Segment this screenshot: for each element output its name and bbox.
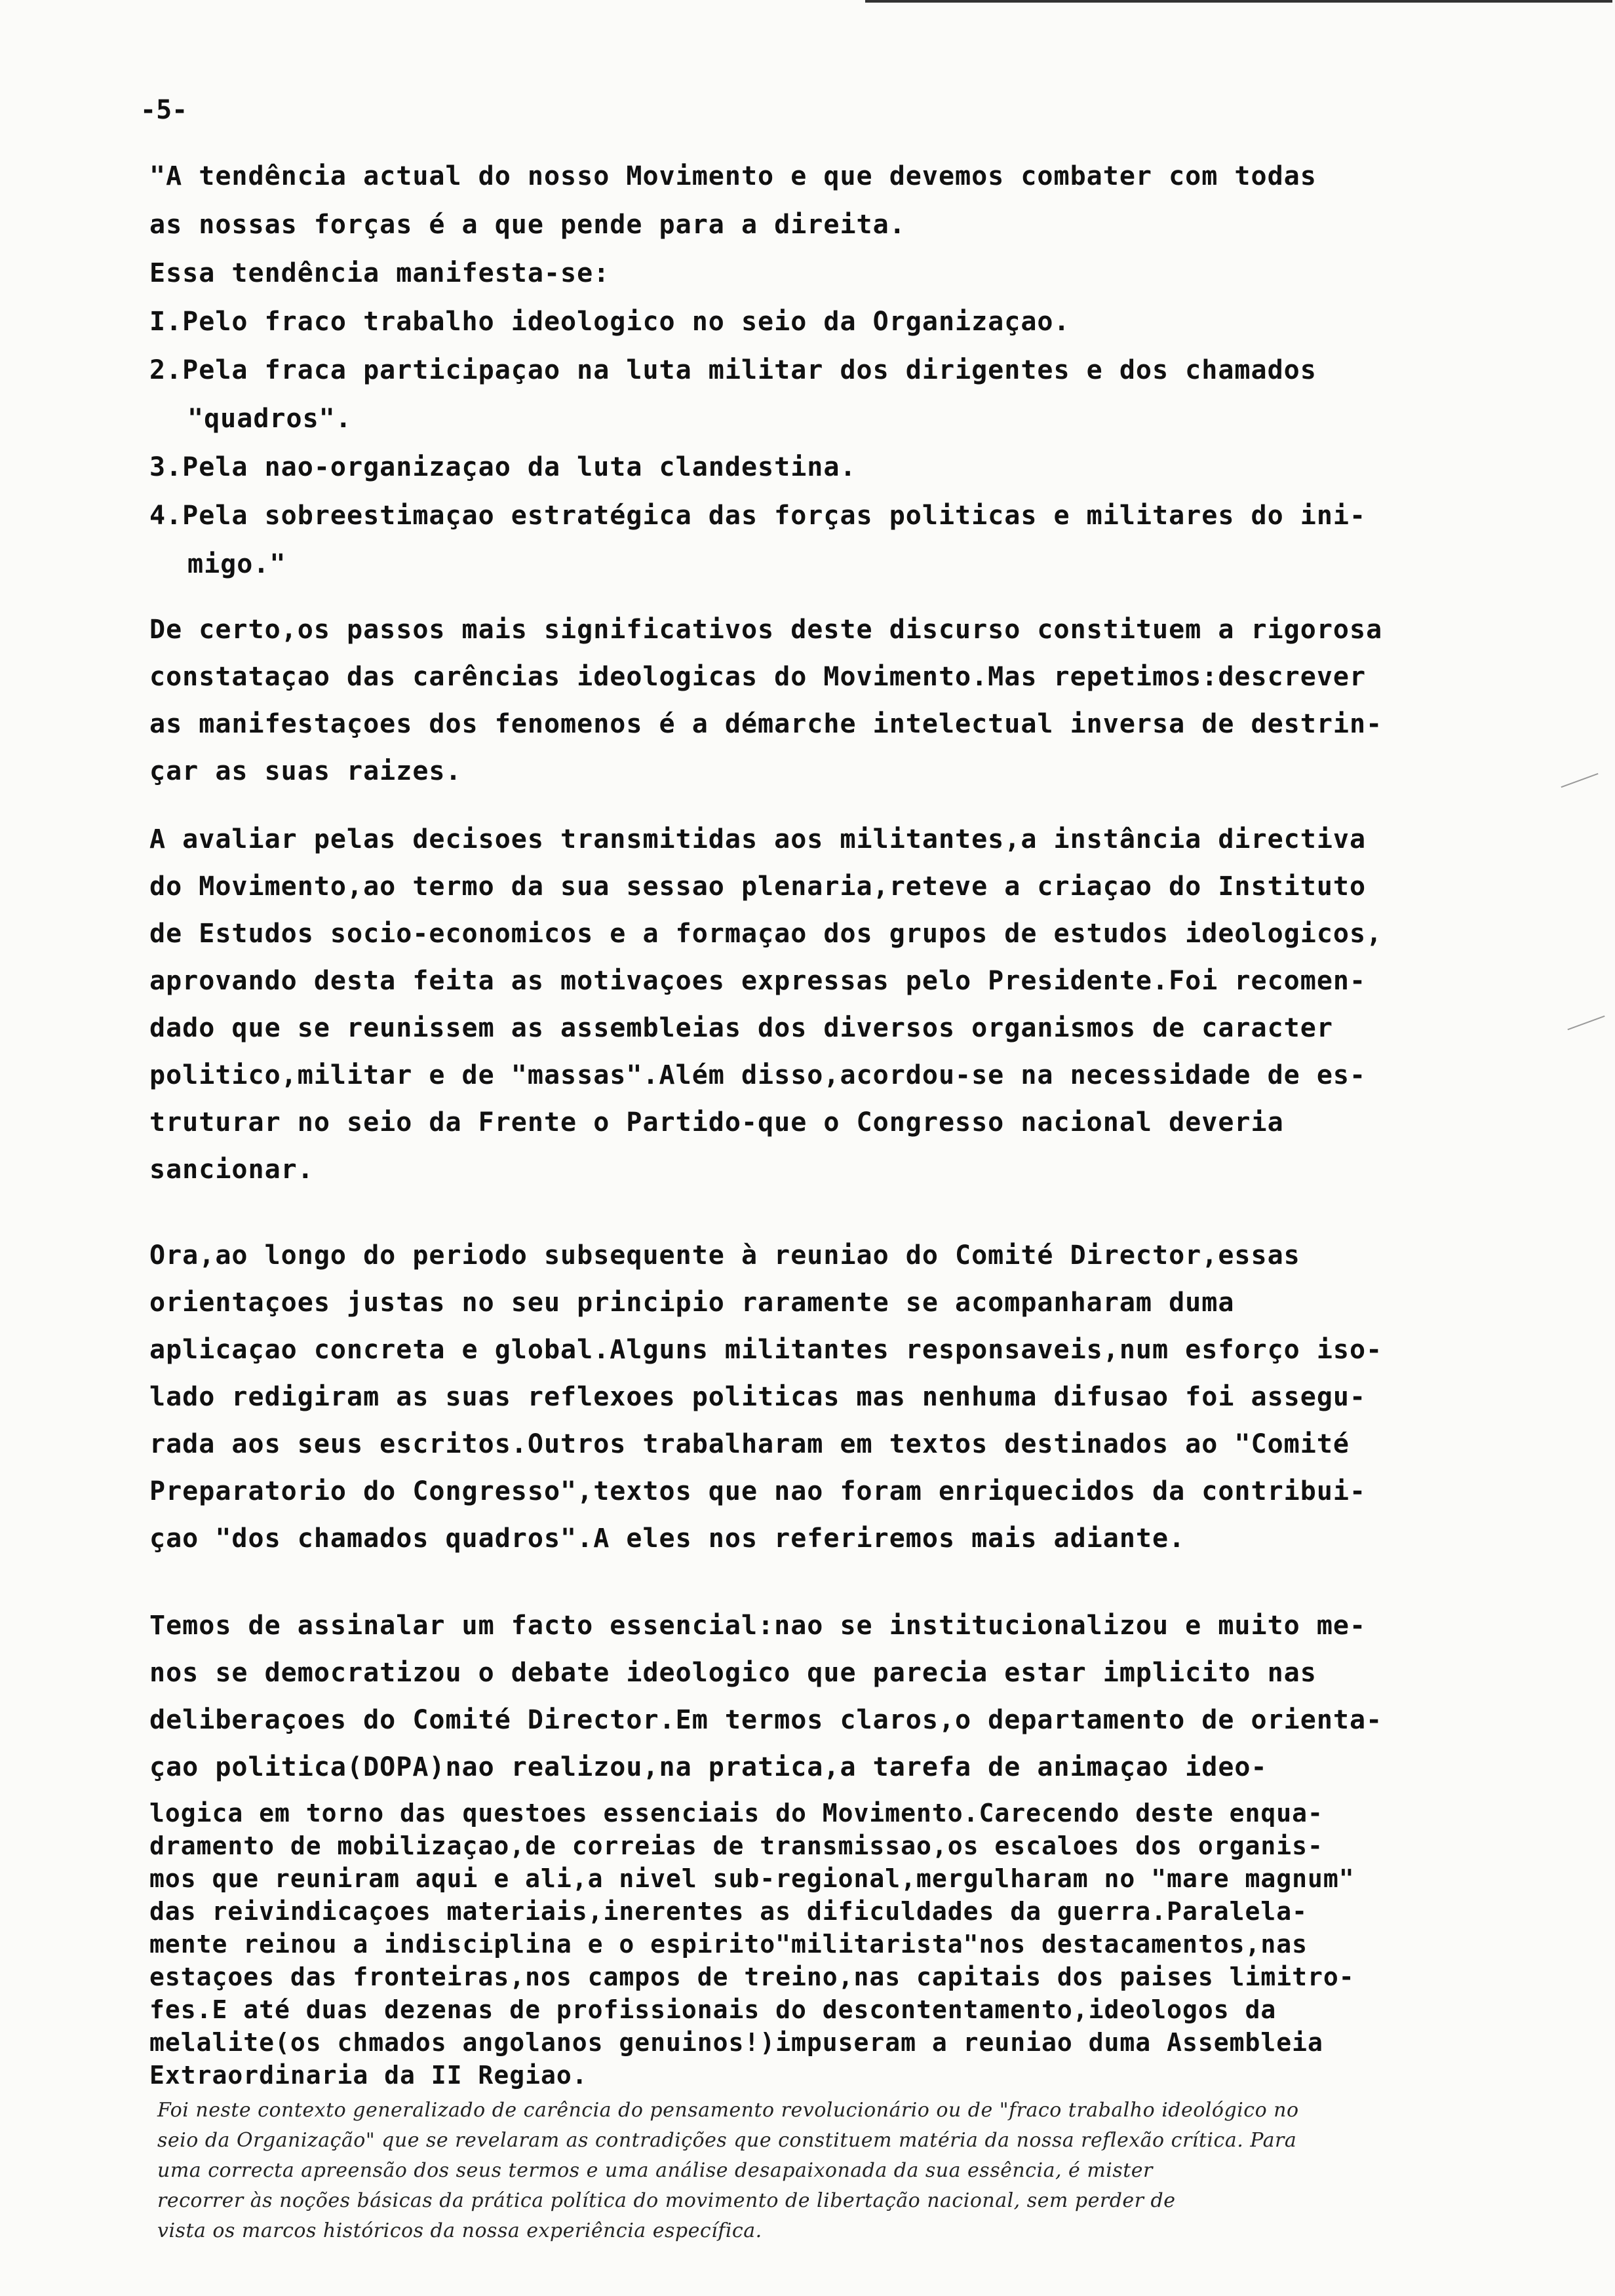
margin-mark bbox=[1567, 1016, 1605, 1030]
handwritten-line: seio da Organização" que se revelaram as contradições que constituem matéria da nossa reflexão crítica. Para bbox=[157, 2129, 1297, 2152]
handwritten-line: vista os marcos históricos da nossa experiência específica. bbox=[157, 2219, 762, 2242]
text-line: De certo,os passos mais significativos deste discurso constituem a rigorosa bbox=[149, 615, 1383, 645]
handwritten-note bbox=[157, 2095, 1566, 2246]
text-line: logica em torno das questoes essenciais do Movimento.Carecendo deste enqua- bbox=[149, 1799, 1323, 1827]
text-line: çao politica(DOPA)nao realizou,na pratica,a tarefa de animaçao ideo- bbox=[149, 1752, 1268, 1782]
text-line: sancionar. bbox=[149, 1155, 314, 1185]
text-line: truturar no seio da Frente o Partido-que o Congresso nacional deveria bbox=[149, 1107, 1284, 1138]
text-line: do Movimento,ao termo da sua sessao plenaria,reteve a criaçao do Instituto bbox=[149, 871, 1367, 902]
logica-paragraph bbox=[149, 1797, 1526, 2092]
text-line: I.Pelo fraco trabalho ideologico no seio da Organizaçao. bbox=[149, 307, 1070, 337]
handwritten-line: recorrer às noções básicas da prática política do movimento de libertação nacional, sem perder de bbox=[157, 2189, 1176, 2212]
page-number: -5- bbox=[140, 95, 188, 125]
text-line: dado que se reunissem as assembleias dos diversos organismos de caracter bbox=[149, 1013, 1333, 1043]
text-line: "A tendência actual do nosso Movimento e que devemos combater com todas bbox=[149, 161, 1317, 191]
handwritten-line: uma correcta apreensão dos seus termos e uma análise desapaixonada da sua essência, é mister bbox=[157, 2159, 1153, 2182]
text-line: estaçoes das fronteiras,nos campos de treino,nas capitais dos paises limitro- bbox=[149, 1962, 1355, 1991]
text-line: as nossas forças é a que pende para a direita. bbox=[149, 210, 906, 240]
text-line: orientaçoes justas no seu principio raramente se acompanharam duma bbox=[149, 1288, 1235, 1318]
text-line: constataçao das carências ideologicas do Movimento.Mas repetimos:descrever bbox=[149, 662, 1367, 692]
text-line: mente reinou a indisciplina e o espirito"militarista"nos destacamentos,nas bbox=[149, 1930, 1308, 1959]
text-line: 3.Pela nao-organizaçao da luta clandestina. bbox=[149, 452, 857, 482]
text-line: Temos de assinalar um facto essencial:nao se institucionalizou e muito me- bbox=[149, 1611, 1367, 1641]
text-line: melalite(os chmados angolanos genuinos!)impuseram a reuniao duma Assembleia bbox=[149, 2028, 1323, 2057]
text-line: rada aos seus escritos.Outros trabalharam em textos destinados ao "Comité bbox=[149, 1429, 1350, 1459]
text-line: 4.Pela sobreestimaçao estratégica das forças politicas e militares do ini- bbox=[149, 501, 1367, 531]
text-line: de Estudos socio-economicos e a formaçao dos grupos de estudos ideologicos, bbox=[149, 919, 1383, 949]
text-line: migo." bbox=[187, 549, 286, 579]
text-line: nos se democratizou o debate ideologico que parecia estar implicito nas bbox=[149, 1658, 1317, 1688]
text-line: das reivindicaçoes materiais,inerentes as dificuldades da guerra.Paralela- bbox=[149, 1897, 1308, 1926]
text-line: as manifestaçoes dos fenomenos é a démarche intelectual inversa de destrin- bbox=[149, 709, 1383, 739]
de-certo-paragraph bbox=[149, 606, 1526, 795]
text-line: fes.E até duas dezenas de profissionais do descontentamento,ideologos da bbox=[149, 1995, 1277, 2024]
a-avaliar-paragraph bbox=[149, 816, 1526, 1193]
handwritten-line: Foi neste contexto generalizado de carência do pensamento revolucionário ou de "fraco trabalho ideológico no bbox=[157, 2099, 1299, 2122]
text-line: A avaliar pelas decisoes transmitidas aos militantes,a instância directiva bbox=[149, 824, 1367, 854]
margin-mark bbox=[1561, 773, 1598, 788]
ora-paragraph bbox=[149, 1232, 1526, 1562]
text-line: "quadros". bbox=[187, 404, 352, 434]
text-line: Extraordinaria da II Regiao. bbox=[149, 2061, 588, 2090]
text-line: aplicaçao concreta e global.Alguns militantes responsaveis,num esforço iso- bbox=[149, 1335, 1383, 1365]
text-line: çao "dos chamados quadros".A eles nos referiremos mais adiante. bbox=[149, 1523, 1186, 1554]
temos-paragraph bbox=[149, 1602, 1526, 1791]
text-line: Preparatorio do Congresso",textos que nao foram enriquecidos da contribui- bbox=[149, 1476, 1367, 1506]
text-line: mos que reuniram aqui e ali,a nivel sub-regional,mergulharam no "mare magnum" bbox=[149, 1864, 1355, 1893]
text-line: dramento de mobilizaçao,de correias de transmissao,os escaloes dos organis- bbox=[149, 1831, 1323, 1860]
text-line: politico,militar e de "massas".Além disso,acordou-se na necessidade de es- bbox=[149, 1060, 1367, 1090]
text-line: Essa tendência manifesta-se: bbox=[149, 258, 610, 288]
text-line: aprovando desta feita as motivaçoes expressas pelo Presidente.Foi recomen- bbox=[149, 966, 1367, 996]
text-line: lado redigiram as suas reflexoes politicas mas nenhuma difusao foi assegu- bbox=[149, 1382, 1367, 1412]
quote-paragraph bbox=[149, 152, 1526, 588]
text-line: deliberaçoes do Comité Director.Em termos claros,o departamento de orienta- bbox=[149, 1705, 1383, 1735]
top-border-line bbox=[865, 0, 1612, 3]
text-line: 2.Pela fraca participaçao na luta militar dos dirigentes e dos chamados bbox=[149, 355, 1317, 385]
text-line: çar as suas raizes. bbox=[149, 756, 462, 786]
text-line: Ora,ao longo do periodo subsequente à reuniao do Comité Director,essas bbox=[149, 1240, 1300, 1271]
